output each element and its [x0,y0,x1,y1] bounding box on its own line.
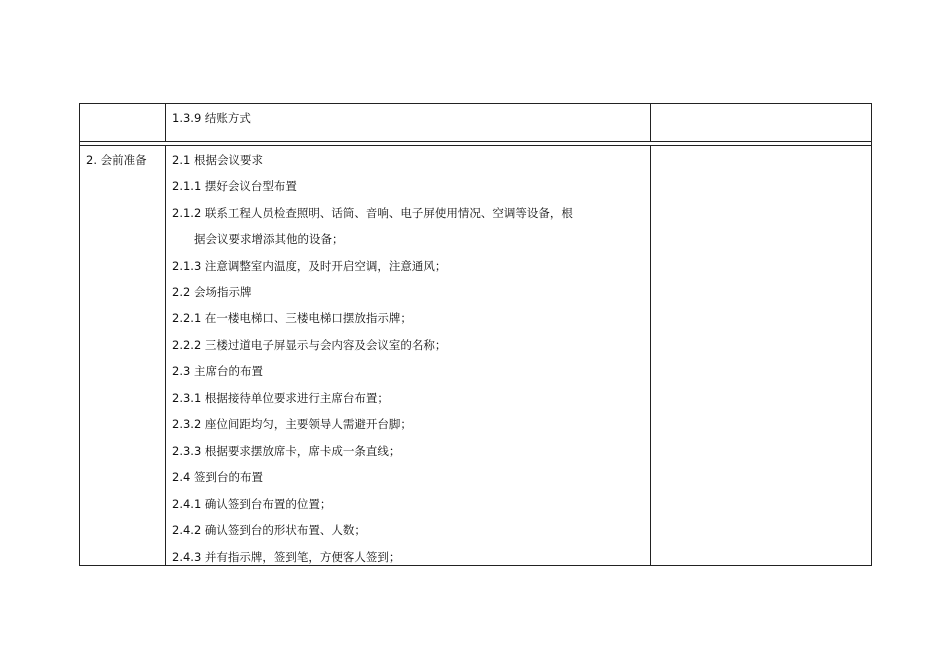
content-line: 2.1 根据会议要求 [172,153,263,167]
content-line: 2.4.2 确认签到台的形状布置、人数； [172,523,366,537]
content-line: 2.3 主席台的布置 [172,364,263,378]
table-cell-content [166,146,651,565]
content-line: 2.4 签到台的布置 [172,470,263,484]
content-line: 2.3.1 根据接待单位要求进行主席台布置； [172,391,389,405]
table-cell-section [80,146,166,565]
table-cell-content [166,104,651,141]
content-line: 2.2.1 在一楼电梯口、三楼电梯口摆放指示牌； [172,311,412,325]
content-line: 2.3.2 座位间距均匀，主要领导人需避开台脚； [172,417,412,431]
content-line: 据会议要求增添其他的设备； [194,232,344,246]
content-line: 2.4.1 确认签到台布置的位置； [172,497,332,511]
content-line: 2.2 会场指示牌 [172,285,252,299]
content-line: 2.3.3 根据要求摆放席卡，席卡成一条直线； [172,444,401,458]
content-line: 2.1.2 联系工程人员检查照明、话筒、音响、电子屏使用情况、空调等设备，根 [172,206,573,220]
content-line: 2.1.3 注意调整室内温度，及时开启空调，注意通风； [172,259,447,273]
table-row [80,104,871,142]
table-cell-section [80,104,166,141]
content-line: 2.2.2 三楼过道电子屏显示与会内容及会议室的名称； [172,338,447,352]
content-line: 2.1.1 摆好会议台型布置 [172,179,297,193]
content-line: 2.4.3 并有指示牌，签到笔，方便客人签到； [172,550,401,564]
table-row [80,145,871,565]
section-title: 2. 会前准备 [86,153,147,167]
content-line: 1.3.9 结账方式 [172,111,251,125]
table-cell-notes [651,146,871,565]
table-cell-notes [651,104,871,141]
document-table [79,103,872,566]
